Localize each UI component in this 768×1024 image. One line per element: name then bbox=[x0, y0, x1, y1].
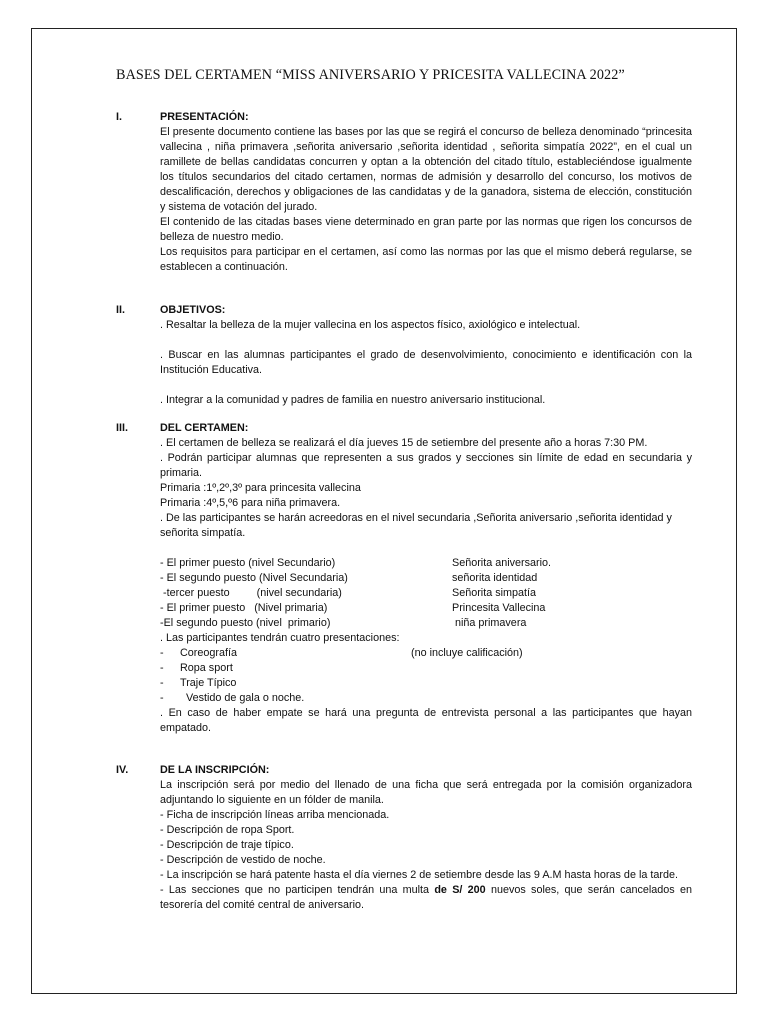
paragraph: . Resaltar la belleza de la mujer vallecina en los aspectos físico, axiológico e intelectual. bbox=[160, 319, 581, 331]
place-row: -tercer puesto (nivel secundaria) Señorita simpatía bbox=[160, 587, 537, 599]
section-number: I. bbox=[116, 111, 122, 123]
place-row: - El primer puesto (nivel Secundario) Señorita aniversario. bbox=[160, 557, 552, 569]
paragraph: Los requisitos para participar en el certamen, así como las normas por las que el mismo deberá regularse, se establecen a continuación. bbox=[160, 246, 692, 273]
list-item: - Descripción de ropa Sport. bbox=[160, 824, 295, 836]
paragraph: . Buscar en las alumnas participantes el grado de desenvolvimiento, conocimiento e identificación con la Institución Educativa. bbox=[160, 349, 692, 376]
paragraph: - Las secciones que no participen tendrán una multa de S/ 200 nuevos soles, que serán cancelados en tesorería del comité central de aniversario. bbox=[160, 884, 692, 911]
paragraph: La inscripción será por medio del llenado de una ficha que será entregada por la comisión organizadora adjuntando lo siguiente en un fólder de manila. bbox=[160, 779, 692, 806]
list-item: - Descripción de vestido de noche. bbox=[160, 854, 326, 866]
presentation-item: - Vestido de gala o noche. bbox=[160, 692, 305, 704]
paragraph: Primaria :4º,5,º6 para niña primavera. bbox=[160, 497, 341, 509]
paragraph: . Las participantes tendrán cuatro presentaciones: bbox=[160, 632, 400, 644]
list-item: - Descripción de traje típico. bbox=[160, 839, 294, 851]
paragraph: El contenido de las citadas bases viene determinado en gran parte por las normas que rigen los concursos de belleza de nuestro medio. bbox=[160, 216, 692, 243]
paragraph: Primaria :1º,2º,3º para princesita vallecina bbox=[160, 482, 361, 494]
presentations-list bbox=[160, 646, 692, 706]
presentation-item: - Ropa sport bbox=[160, 662, 233, 674]
place-row: - El primer puesto (Nivel primaria) Princesita Vallecina bbox=[160, 602, 546, 614]
paragraph: . Podrán participar alumnas que representen a sus grados y secciones sin límite de edad en secundaria y primaria. bbox=[160, 452, 692, 479]
presentation-item: - Traje Típico bbox=[160, 677, 237, 689]
paragraph: . En caso de haber empate se hará una pregunta de entrevista personal a las participantes que hayan empatado. bbox=[160, 707, 692, 734]
paragraph: . El certamen de belleza se realizará el día jueves 15 de setiembre del presente año a horas 7:30 PM. bbox=[160, 437, 648, 449]
presentation-item: - Coreografía (no incluye calificación) bbox=[160, 647, 523, 659]
fine-amount: de S/ 200 bbox=[434, 884, 486, 896]
list-item: - Ficha de inscripción líneas arriba mencionada. bbox=[160, 809, 390, 821]
paragraph: - La inscripción se hará patente hasta el día viernes 2 de setiembre desde las 9 A.M hasta horas de la tarde. bbox=[160, 869, 678, 881]
section-heading: PRESENTACIÓN: bbox=[160, 111, 249, 123]
section-number: IV. bbox=[116, 764, 129, 776]
section-number: III. bbox=[116, 422, 128, 434]
places-list bbox=[160, 556, 692, 631]
place-row: - El segundo puesto (Nivel Secundaria) señorita identidad bbox=[160, 572, 538, 584]
document-title: BASES DEL CERTAMEN “MISS ANIVERSARIO Y PRICESITA VALLECINA 2022” bbox=[116, 67, 625, 83]
section-number: II. bbox=[116, 304, 125, 316]
place-row: -El segundo puesto (nivel primario) niña primavera bbox=[160, 617, 527, 629]
section-heading: DEL CERTAMEN: bbox=[160, 422, 249, 434]
paragraph: . Integrar a la comunidad y padres de familia en nuestro aniversario institucional. bbox=[160, 394, 546, 406]
section-heading: OBJETIVOS: bbox=[160, 304, 226, 316]
paragraph: . De las participantes se harán acreedoras en el nivel secundaria ,Señorita aniversario ,señorita identidad y señorita simpatía. bbox=[160, 512, 672, 539]
paragraph: El presente documento contiene las bases por las que se regirá el concurso de belleza denominado “princesita vallecina , niña primavera ,señorita aniversario ,señorita identidad , señorita simpatía 2022”, en el cual un ramillete de bellas candidatas concurren y optan a la obtención del citado título, estableciéndose igualmente los títulos secundarios del citado certamen, normas de admisión y desarrollo del concurso, los motivos de descalificación, derechos y obligaciones de las candidatas y de la ganadora, sistema de elección, constitución y sistema de votación del jurado. bbox=[160, 126, 692, 213]
section-heading: DE LA INSCRIPCIÓN: bbox=[160, 764, 270, 776]
